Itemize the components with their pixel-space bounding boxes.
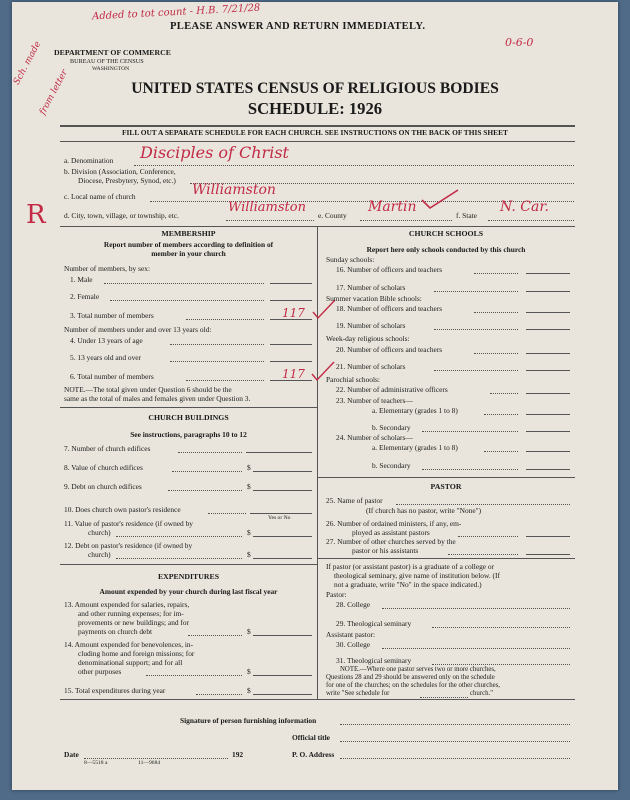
signature-line[interactable] — [340, 724, 570, 725]
q13-answer-line[interactable] — [253, 635, 312, 636]
q26-answer-line[interactable] — [526, 536, 570, 537]
handwritten-city: Williamston — [228, 200, 306, 215]
instructions-line: FILL OUT A SEPARATE SCHEDULE FOR EACH CHURCH. SEE INSTRUCTIONS ON THE BACK OF THIS SHEET — [122, 128, 508, 137]
handwritten-q6-total: 117 — [282, 367, 305, 381]
buildings-subtitle: See instructions, paragraphs 10 to 12 — [130, 430, 247, 439]
leader-dots — [474, 273, 518, 274]
q13-running-label-3: provements or new buildings; and for — [78, 618, 190, 627]
leader-dots — [170, 344, 264, 345]
q11-answer-line[interactable] — [253, 536, 312, 537]
yes-no-hint: Yes or No — [268, 515, 291, 521]
q15-total-label: 15. Total expenditures during year — [64, 686, 166, 695]
handwritten-sch-made: Sch. made — [12, 39, 44, 87]
q22-label: 22. Number of administrative officers — [336, 385, 448, 394]
schools-subtitle: Report here only schools conducted by this church — [366, 245, 526, 254]
leader-dots — [474, 312, 518, 313]
q18-label: 18. Number of officers and teachers — [336, 304, 443, 313]
leader-dots — [116, 558, 242, 559]
dollar-sign: $ — [247, 528, 251, 537]
leader-dots — [434, 291, 518, 292]
state-label: f. State — [456, 211, 477, 220]
q28-label: 28. College — [336, 600, 371, 609]
q30-label: 30. College — [336, 640, 371, 649]
dollar-sign: $ — [247, 667, 251, 676]
expenditures-title: EXPENDITURES — [157, 572, 220, 581]
q19-label: 19. Number of scholars — [336, 321, 406, 330]
handwritten-mark-r: R — [26, 200, 46, 230]
membership-note-2: same as the total of males and females given under Question 3. — [64, 394, 251, 403]
q20-answer-line[interactable] — [526, 353, 570, 354]
dollar-sign: $ — [247, 686, 251, 695]
leader-dots — [186, 380, 264, 381]
pastor-note-blank[interactable] — [420, 697, 468, 698]
q30-answer-line[interactable] — [382, 648, 570, 649]
q7-edifices-label: 7. Number of church edifices — [64, 444, 151, 453]
q27-label-2: pastor or his assistants — [352, 546, 419, 555]
handwritten-state: N. Car. — [500, 199, 549, 215]
leader-dots — [458, 536, 518, 537]
q13-running-label-4: payments on church debt — [78, 627, 153, 636]
q13-running-label: 13. Amount expended for salaries, repairs, — [64, 600, 190, 609]
q28-answer-line[interactable] — [382, 608, 570, 609]
leader-dots — [422, 469, 518, 470]
leader-dots — [104, 283, 264, 284]
print-number: 11—9684 — [138, 760, 161, 766]
q29-answer-line[interactable] — [432, 627, 570, 628]
q20-label: 20. Number of officers and teachers — [336, 345, 443, 354]
q24-label: 24. Number of scholars— — [336, 433, 413, 442]
county-label: e. County — [318, 211, 347, 220]
q5-over13-label: 5. 13 years old and over — [70, 353, 142, 362]
q18-answer-line[interactable] — [526, 312, 570, 313]
q26-label: 26. Number of ordained ministers, if any, em- — [326, 519, 462, 528]
leader-dots — [208, 513, 246, 514]
q15-answer-line[interactable] — [253, 694, 312, 695]
leader-dots — [484, 451, 518, 452]
leader-dots — [474, 353, 518, 354]
q23-label: 23. Number of teachers— — [336, 396, 413, 405]
handwritten-code: 0-6-0 — [505, 36, 534, 49]
city-line — [226, 220, 314, 221]
q23a-label: a. Elementary (grades 1 to 8) — [372, 406, 458, 415]
q13-running-label-2: and other running expenses; for im- — [78, 609, 184, 618]
official-title-label: Official title — [292, 733, 330, 742]
rule — [60, 141, 575, 142]
handwritten-county: Martin — [368, 199, 417, 215]
denomination-label: a. Denomination — [64, 156, 114, 165]
q12-debt-label-2: church) — [88, 550, 111, 559]
q23b-label: b. Secondary — [372, 423, 411, 432]
membership-title: MEMBERSHIP — [161, 229, 216, 238]
leader-dots — [168, 490, 242, 491]
q12-debt-label: 12. Debt on pastor's residence (if owned by — [64, 541, 193, 550]
leader-dots — [170, 361, 264, 362]
division-label-2: Diocese, Presbytery, Synod, etc.) — [78, 176, 176, 185]
leader-dots — [434, 329, 518, 330]
leader-dots — [110, 300, 264, 301]
schools-title: CHURCH SCHOOLS — [408, 229, 484, 238]
q24b-answer-line[interactable] — [526, 469, 570, 470]
q12-answer-line[interactable] — [253, 558, 312, 559]
sunday-heading: Sunday schools: — [326, 255, 375, 264]
pastor-note-2: Questions 28 and 29 should be answered only on the schedule — [326, 674, 495, 681]
leader-dots — [116, 536, 242, 537]
dollar-sign: $ — [247, 482, 251, 491]
dollar-sign: $ — [247, 550, 251, 559]
q9-debt-label: 9. Debt on church edifices — [64, 482, 142, 491]
pastor-label: Pastor: — [326, 590, 347, 599]
handwritten-q3-total: 117 — [282, 306, 305, 320]
q31-answer-line[interactable] — [432, 664, 570, 665]
q27-label: 27. Number of other churches served by the — [326, 537, 456, 546]
q16-answer-line[interactable] — [526, 273, 570, 274]
q21-label: 21. Number of scholars — [336, 362, 406, 371]
po-address-line[interactable] — [340, 758, 570, 759]
please-answer-heading: PLEASE ANSWER AND RETURN IMMEDIATELY. — [170, 21, 426, 32]
signature-label: Signature of person furnishing information — [180, 716, 317, 725]
po-address-label: P. O. Address — [292, 750, 335, 759]
q14-benevolence-label-2: cluding home and foreign missions; for — [78, 649, 195, 658]
division-label: b. Division (Association, Conference, — [64, 167, 176, 176]
handwritten-local-name: Williamston — [192, 182, 276, 198]
buildings-title: CHURCH BUILDINGS — [148, 413, 229, 422]
q10-residence-label: 10. Does church own pastor's residence — [64, 505, 181, 514]
leader-dots — [484, 414, 518, 415]
pastor-note-3: for one of the churches; on the schedules for the other churches, — [326, 682, 501, 689]
rule — [60, 407, 317, 408]
q24a-answer-line[interactable] — [526, 451, 570, 452]
q14-benevolence-label-3: denominational support; and for all — [78, 658, 183, 667]
pastor-note-5: church." — [470, 690, 493, 697]
date-line[interactable] — [84, 758, 228, 759]
schedule-title: SCHEDULE: 1926 — [247, 99, 383, 118]
department-name: DEPARTMENT OF COMMERCE — [54, 48, 171, 57]
parochial-heading: Parochial schools: — [326, 375, 380, 384]
q24b-label: b. Secondary — [372, 461, 411, 470]
q17-label: 17. Number of scholars — [336, 283, 406, 292]
q23a-answer-line[interactable] — [526, 414, 570, 415]
denomination-line — [134, 165, 574, 166]
county-line — [360, 220, 452, 221]
q22-answer-line[interactable] — [526, 393, 570, 394]
by-sex-label: Number of members, by sex: — [64, 264, 150, 273]
pastor-note-4: write "See schedule for — [326, 690, 390, 697]
graduate-instruction-2: theological seminary, give name of institution below. (If — [334, 571, 500, 580]
q2-female-label: 2. Female — [70, 292, 100, 301]
leader-dots — [172, 471, 242, 472]
membership-subtitle-2: member in your church — [151, 249, 226, 258]
q23b-answer-line[interactable] — [526, 431, 570, 432]
q2-answer-line[interactable] — [270, 300, 312, 301]
rule — [60, 125, 575, 127]
q10-answer-line[interactable] — [250, 513, 312, 514]
rule — [60, 564, 317, 565]
leader-dots — [422, 431, 518, 432]
weekday-heading: Week-day religious schools: — [326, 334, 410, 343]
local-name-label: c. Local name of church — [64, 192, 136, 201]
leader-dots — [434, 370, 518, 371]
rule — [60, 699, 575, 700]
summer-heading: Summer vacation Bible schools: — [326, 294, 422, 303]
q31-label: 31. Theological seminary — [336, 656, 412, 665]
city-label: d. City, town, village, or township, etc. — [64, 211, 179, 220]
assistant-pastor-label: Assistant pastor: — [326, 630, 376, 639]
q27-answer-line[interactable] — [526, 554, 570, 555]
q11-value-label-2: church) — [88, 528, 111, 537]
bureau-name: BUREAU OF THE CENSUS — [70, 58, 144, 65]
q14-answer-line[interactable] — [253, 675, 312, 676]
q9-answer-line[interactable] — [253, 490, 312, 491]
pastor-note: NOTE.—Where one pastor serves two or more churches, — [340, 666, 496, 673]
age-heading: Number of members under and over 13 years old: — [64, 325, 212, 334]
q25-label: 25. Name of pastor — [326, 496, 383, 505]
q1-male-label: 1. Male — [70, 275, 93, 284]
membership-subtitle: Report number of members according to definition of — [103, 240, 274, 249]
form-number: 8—5518 a — [84, 760, 108, 766]
official-title-line[interactable] — [340, 741, 570, 742]
leader-dots — [490, 393, 518, 394]
leader-dots — [178, 452, 242, 453]
date-label: Date — [64, 750, 79, 759]
dollar-sign: $ — [247, 627, 251, 636]
q19-answer-line[interactable] — [526, 329, 570, 330]
q21-answer-line[interactable] — [526, 370, 570, 371]
date-year: 192 — [232, 750, 244, 759]
leader-dots — [186, 319, 264, 320]
q14-benevolence-label-4: other purposes — [78, 667, 122, 676]
q11-value-label: 11. Value of pastor's residence (if owned by — [64, 519, 193, 528]
form-title: UNITED STATES CENSUS OF RELIGIOUS BODIES — [131, 80, 499, 97]
q29-label: 29. Theological seminary — [336, 619, 412, 628]
pastor-title: PASTOR — [430, 482, 462, 491]
q25-answer-line[interactable] — [396, 504, 570, 505]
q7-answer-line[interactable] — [246, 452, 312, 453]
q17-answer-line[interactable] — [526, 291, 570, 292]
q4-answer-line[interactable] — [270, 344, 312, 345]
dollar-sign: $ — [247, 463, 251, 472]
city-name: WASHINGTON — [92, 66, 130, 72]
membership-note: NOTE.—The total given under Question 6 should be the — [64, 385, 232, 394]
check-mark-icon — [420, 188, 460, 212]
state-line — [488, 220, 574, 221]
graduate-instruction: If pastor (or assistant pastor) is a graduate of a college or — [326, 562, 495, 571]
handwritten-added-note: Added to tot count - H.B. 7/21/28 — [91, 2, 261, 23]
leader-dots — [196, 694, 242, 695]
q1-answer-line[interactable] — [270, 283, 312, 284]
column-divider — [317, 226, 318, 699]
q3-total-label: 3. Total number of members — [70, 311, 154, 320]
rule — [317, 558, 575, 559]
q4-under13-label: 4. Under 13 years of age — [70, 336, 143, 345]
handwritten-from-letter: from letter — [38, 68, 71, 117]
rule — [317, 477, 575, 478]
q8-answer-line[interactable] — [253, 471, 312, 472]
q25-hint: (If church has no pastor, write "None") — [366, 506, 482, 515]
graduate-instruction-3: not a graduate, write "No" in the space indicated.) — [334, 580, 482, 589]
q24a-label: a. Elementary (grades 1 to 8) — [372, 443, 458, 452]
leader-dots — [448, 554, 518, 555]
q14-benevolence-label: 14. Amount expended for benevolences, in- — [64, 640, 194, 649]
q6-total-label: 6. Total number of members — [70, 372, 154, 381]
leader-dots — [188, 635, 242, 636]
expenditures-subtitle: Amount expended by your church during last fiscal year — [99, 587, 278, 596]
q8-value-label: 8. Value of church edifices — [64, 463, 143, 472]
q16-label: 16. Number of officers and teachers — [336, 265, 443, 274]
q5-answer-line[interactable] — [270, 361, 312, 362]
q26-label-2: ployed as assistant pastors — [352, 528, 430, 537]
leader-dots — [146, 675, 242, 676]
handwritten-denomination: Disciples of Christ — [140, 143, 289, 162]
